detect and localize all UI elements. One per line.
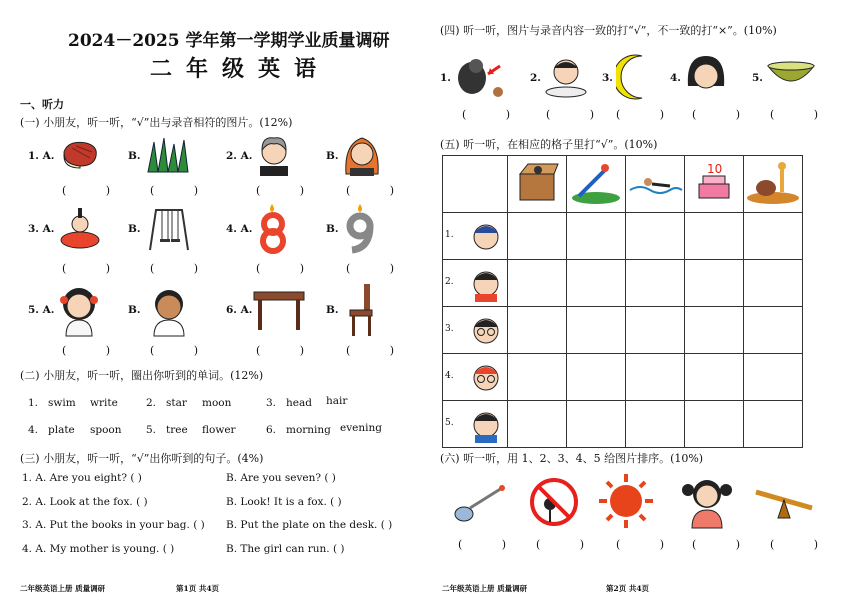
answer-paren[interactable]: ( ) xyxy=(150,184,217,197)
answer-paren[interactable]: ( ) xyxy=(692,108,759,121)
answer-paren[interactable]: ( ) xyxy=(256,262,323,275)
grid-row-head: 1. xyxy=(443,213,508,260)
moon-icon xyxy=(616,52,656,102)
grid-cell[interactable] xyxy=(626,354,685,401)
q1-item1-b: B. xyxy=(128,150,141,162)
grid-header xyxy=(685,156,744,213)
q2-word[interactable]: write xyxy=(90,397,118,409)
grid-cell[interactable] xyxy=(508,401,567,448)
q1-item3-b: B. xyxy=(128,223,141,235)
q3-instruction: (三) 小朋友，听一听，“√”出你听到的句子。(4%) xyxy=(20,452,264,465)
grid-cell[interactable] xyxy=(744,401,803,448)
girl-pigtails-icon xyxy=(680,472,734,530)
elephant-mouse-icon xyxy=(454,52,516,102)
grid-cell[interactable] xyxy=(685,213,744,260)
q3-sentence-b[interactable]: B. The girl can run. ( ) xyxy=(226,543,345,555)
q2-instruction: (二) 小朋友，听一听，圈出你听到的单词。(12%) xyxy=(20,369,264,382)
girl-glasses-icon xyxy=(469,360,503,396)
grid-row-head: 5. xyxy=(443,401,508,448)
answer-paren[interactable]: ( ) xyxy=(616,538,683,551)
q3-sentence-a[interactable]: 2. A. Look at the fox. ( ) xyxy=(22,496,148,508)
q1-item6-b: B. xyxy=(326,304,339,316)
q3-sentence-b[interactable]: B. Are you seven? ( ) xyxy=(226,472,336,484)
q2-word[interactable]: flower xyxy=(202,424,236,436)
q2-word[interactable]: spoon xyxy=(90,424,122,436)
girl-icon xyxy=(56,284,102,338)
q1-instruction: (一) 小朋友，听一听，“√”出与录音相符的图片。(12%) xyxy=(20,116,293,129)
answer-paren[interactable]: ( ) xyxy=(256,344,323,357)
q2-word[interactable]: evening xyxy=(340,422,382,434)
q3-sentence-a[interactable]: 1. A. Are you eight? ( ) xyxy=(22,472,142,484)
grid-cell[interactable] xyxy=(685,401,744,448)
q1-item3-a: 3. A. xyxy=(28,223,55,235)
swing-icon xyxy=(146,206,192,252)
spoon-icon xyxy=(452,480,508,526)
bowl-icon xyxy=(766,60,816,92)
q1-item4-a: 4. A. xyxy=(226,223,253,235)
number-eight-candle-icon xyxy=(256,202,290,254)
q5-grid xyxy=(442,155,803,448)
answer-paren[interactable]: ( ) xyxy=(458,538,525,551)
chair-icon xyxy=(344,282,380,338)
answer-paren[interactable]: ( ) xyxy=(616,108,683,121)
desk-icon xyxy=(252,286,306,332)
answer-paren[interactable]: ( ) xyxy=(346,184,413,197)
q2-num: 4. xyxy=(28,424,39,436)
girl-head-icon xyxy=(684,52,728,100)
q4-num: 4. xyxy=(670,72,681,84)
q5-instruction: (五) 听一听，在相应的格子里打“√”。(10%) xyxy=(440,138,658,151)
grid-cell[interactable] xyxy=(744,260,803,307)
grid-cell[interactable] xyxy=(744,213,803,260)
q1-item6-a: 6. A. xyxy=(226,304,253,316)
grid-header xyxy=(744,156,803,213)
grid-cell[interactable] xyxy=(685,307,744,354)
seesaw-icon xyxy=(752,478,816,522)
footer-left: 二年级英语上册 质量调研 xyxy=(20,584,106,593)
footer-left: 二年级英语上册 质量调研 xyxy=(442,584,528,593)
answer-paren[interactable]: ( ) xyxy=(256,184,323,197)
grid-cell[interactable] xyxy=(626,401,685,448)
grid-row-head: 2. xyxy=(443,260,508,307)
q2-word[interactable]: star xyxy=(166,397,187,409)
svg-text:10: 10 xyxy=(707,162,723,176)
answer-paren[interactable]: ( ) xyxy=(62,184,129,197)
grid-header xyxy=(626,156,685,213)
swimming-icon xyxy=(626,156,684,208)
answer-paren[interactable]: ( ) xyxy=(346,262,413,275)
footer-page: 第2页 共4页 xyxy=(606,584,650,593)
answer-paren[interactable]: ( ) xyxy=(346,344,413,357)
number-nine-candle-icon xyxy=(342,202,378,254)
q1-item1-a: 1. A. xyxy=(28,150,55,162)
grid-cell[interactable] xyxy=(567,401,626,448)
q6-instruction: (六) 听一听，用 1、2、3、4、5 给图片排序。(10%) xyxy=(440,452,704,465)
answer-paren[interactable]: ( ) xyxy=(536,538,603,551)
footer-page: 第1页 共4页 xyxy=(176,584,220,593)
q4-num: 2. xyxy=(530,72,541,84)
answer-paren[interactable]: ( ) xyxy=(150,344,217,357)
boy-icon xyxy=(146,284,192,338)
answer-paren[interactable]: ( ) xyxy=(692,538,759,551)
q3-sentence-b[interactable]: B. Put the plate on the desk. ( ) xyxy=(226,519,393,531)
grid-cell[interactable] xyxy=(508,354,567,401)
q4-instruction: (四) 听一听，图片与录音内容一致的打“√”，不一致的打“×”。(10%) xyxy=(440,24,777,37)
old-woman-icon xyxy=(254,134,294,176)
q3-sentence-a[interactable]: 3. A. Put the books in your bag. ( ) xyxy=(22,519,205,531)
grass-icon xyxy=(146,136,192,174)
page-right xyxy=(430,0,860,608)
grid-cell[interactable] xyxy=(567,260,626,307)
boy-glasses-icon xyxy=(469,313,503,349)
boy-face-icon xyxy=(469,407,503,443)
eating-boy-icon xyxy=(542,56,590,100)
boy-face-icon xyxy=(469,219,503,255)
grid-cell[interactable] xyxy=(626,213,685,260)
q4-num: 5. xyxy=(752,72,763,84)
q4-num: 1. xyxy=(440,72,451,84)
grid-cell[interactable] xyxy=(626,307,685,354)
q1-item5-b: B. xyxy=(128,304,141,316)
sun-icon xyxy=(598,472,654,530)
q1-item5-a: 5. A. xyxy=(28,304,55,316)
exam-subtitle: 二年级英语 xyxy=(150,56,331,82)
grid-cell[interactable] xyxy=(626,260,685,307)
grid-cell[interactable] xyxy=(508,260,567,307)
q2-num: 1. xyxy=(28,397,39,409)
q2-word[interactable]: hair xyxy=(326,395,348,407)
q2-num: 2. xyxy=(146,397,157,409)
q2-word[interactable]: tree xyxy=(166,424,188,436)
q3-sentence-a[interactable]: 4. A. My mother is young. ( ) xyxy=(22,543,175,555)
answer-paren[interactable]: ( ) xyxy=(150,262,217,275)
q1-item4-b: B. xyxy=(326,223,339,235)
q2-word[interactable]: swim xyxy=(48,397,76,409)
q1-item2-a: 2. A. xyxy=(226,150,253,162)
grid-header xyxy=(508,156,567,213)
no-picking-flowers-icon xyxy=(528,476,580,528)
answer-paren[interactable]: ( ) xyxy=(62,262,129,275)
grid-cell[interactable] xyxy=(567,307,626,354)
q2-word[interactable]: head xyxy=(286,397,312,409)
answer-paren[interactable]: ( ) xyxy=(770,538,837,551)
answer-paren[interactable]: ( ) xyxy=(546,108,613,121)
grid-cell[interactable] xyxy=(508,307,567,354)
grid-cell[interactable] xyxy=(685,260,744,307)
grid-cell[interactable] xyxy=(567,213,626,260)
q2-word[interactable]: plate xyxy=(48,424,75,436)
q2-num: 3. xyxy=(266,397,277,409)
q4-num: 3. xyxy=(602,72,613,84)
slide-icon xyxy=(567,156,625,208)
answer-paren[interactable]: ( ) xyxy=(770,108,837,121)
exam-title: 2024－2025 学年第一学期学业质量调研 xyxy=(68,31,390,51)
q3-sentence-b[interactable]: B. Look! It is a fox. ( ) xyxy=(226,496,342,508)
answer-paren[interactable]: ( ) xyxy=(62,344,129,357)
steak-icon xyxy=(60,138,100,170)
part-listening: 一、听力 xyxy=(20,98,64,111)
grid-cell[interactable] xyxy=(567,354,626,401)
young-woman-icon xyxy=(342,134,382,176)
q2-word[interactable]: morning xyxy=(286,424,331,436)
boy-face-icon xyxy=(469,266,503,302)
grid-corner xyxy=(443,156,508,213)
grid-cell[interactable] xyxy=(685,354,744,401)
answer-paren[interactable]: ( ) xyxy=(462,108,529,121)
grid-header xyxy=(567,156,626,213)
birthday-cake-icon xyxy=(685,156,743,208)
q1-item2-b: B. xyxy=(326,150,339,162)
box-icon xyxy=(508,156,566,208)
q2-word[interactable]: moon xyxy=(202,397,232,409)
q2-num: 6. xyxy=(266,424,277,436)
zoo-animals-icon xyxy=(744,156,802,208)
grid-cell[interactable] xyxy=(744,307,803,354)
grid-row-head: 3. xyxy=(443,307,508,354)
grid-cell[interactable] xyxy=(744,354,803,401)
bumper-car-icon xyxy=(58,206,102,250)
q2-num: 5. xyxy=(146,424,157,436)
grid-cell[interactable] xyxy=(508,213,567,260)
grid-row-head: 4. xyxy=(443,354,508,401)
